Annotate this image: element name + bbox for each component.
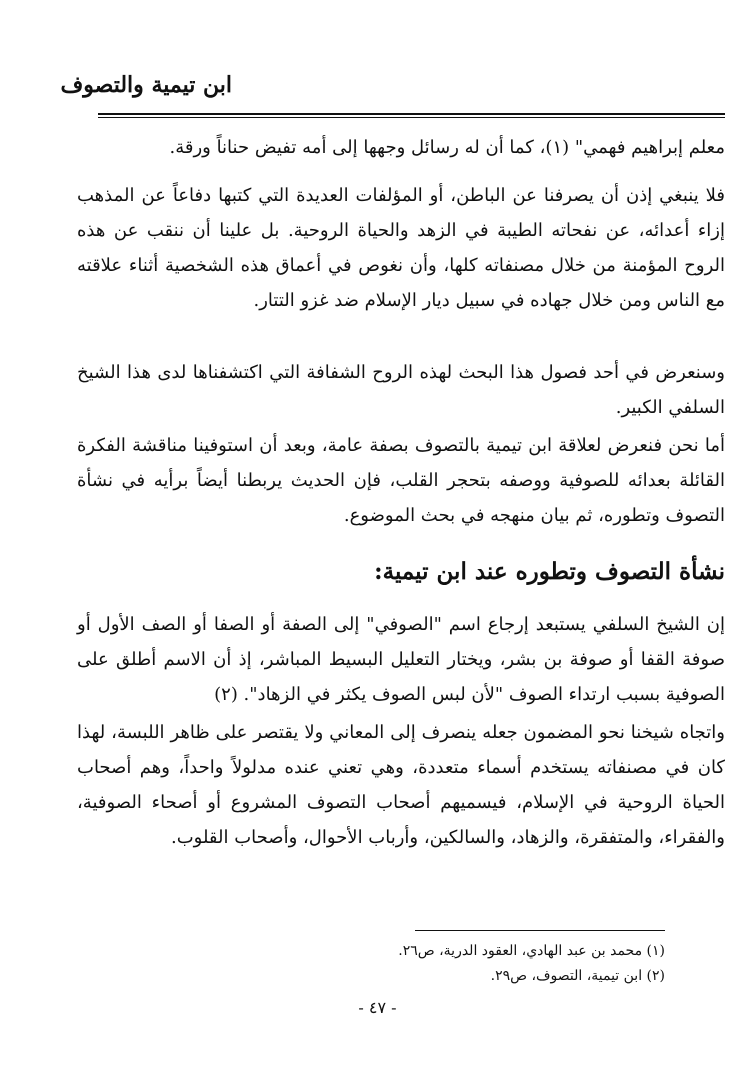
paragraph-2: فلا ينبغي إذن أن يصرفنا عن الباطن، أو المؤلفات العديدة التي كتبها دفاعاً عن المذهب إزاء أعدائه، عن نفحاته الطيبة في الزهد والحياة الروحية. بل علينا أن ننقب عن هذه الروح المؤمنة من خلال مصنفاته كلها، وأن نغوص في أعماق هذه الشخصية أثناء علاقته مع الناس ومن خلال جهاده في سبيل ديار الإسلام ضد غزو التتار. xyxy=(77,185,725,311)
footnote-2: (٢) ابن تيمية، التصوف، ص٢٩. xyxy=(490,968,665,984)
header-rule-thin xyxy=(98,117,725,118)
paragraph-3: وسنعرض في أحد فصول هذا البحث لهذه الروح الشفافة التي اكتشفناها لدى هذا الشيخ السلفي الكبير. xyxy=(77,362,725,418)
section-heading: نشأة التصوف وتطوره عند ابن تيمية: xyxy=(374,558,725,585)
section-paragraph-1: إن الشيخ السلفي يستبعد إرجاع اسم "الصوفي" إلى الصفة أو الصفا أو الصف الأول أو صوفة القفا أو صوفة بن بشر، ويختار التعليل البسيط المباشر، إذ أن الاسم أطلق على الصوفية بسبب ارتداء الصوف "لأن لبس الصوف يكثر في الزهاد". (٢) xyxy=(77,614,725,705)
running-title: ابن تيمية والتصوف xyxy=(60,72,232,98)
footnote-rule xyxy=(415,930,665,931)
paragraph-4: أما نحن فنعرض لعلاقة ابن تيمية بالتصوف بصفة عامة، وبعد أن استوفينا مناقشة الفكرة القائلة بعدائه للصوفية ووصفه بتحجر القلب، فإن الحديث يربطنا أيضاً برأيه في نشأة التصوف وتطوره، ثم بيان منهجه في بحث الموضوع. xyxy=(77,435,725,526)
page-number: - ٤٧ - xyxy=(358,998,397,1017)
header-rule xyxy=(98,113,725,115)
paragraph-1: معلم إبراهيم فهمي" (١)، كما أن له رسائل وجهها إلى أمه تفيض حناناً ورقة. xyxy=(169,137,725,158)
footnote-1: (١) محمد بن عبد الهادي، العقود الدرية، ص٢٦. xyxy=(398,943,665,959)
section-paragraph-2: واتجاه شيخنا نحو المضمون جعله ينصرف إلى المعاني ولا يقتصر على ظاهر اللبسة، لهذا كان في مصنفاته يستخدم أسماء متعددة، وهي تعني عنده مدلولاً واحداً، وهم أصحاب الحياة الروحية في الإسلام، فيسميهم أصحاب التصوف المشروع أو أصحاء الصوفية، والفقراء، والمتفقرة، والزهاد، والسالكين، وأرباب الأحوال، وأصحاب القلوب. xyxy=(77,722,725,848)
